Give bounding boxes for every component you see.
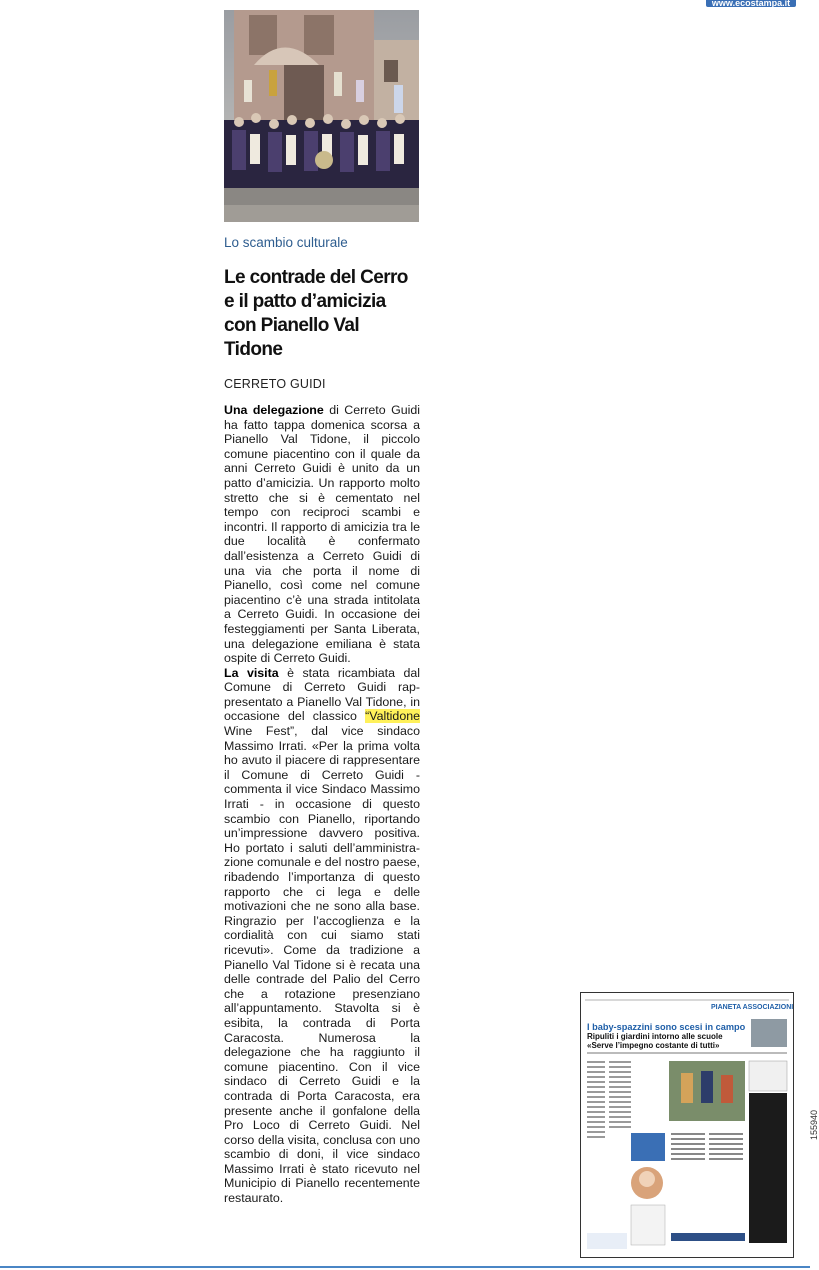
thumb-section: PIANETA ASSOCIAZIONI: [711, 1004, 794, 1011]
page-thumbnail: [580, 992, 794, 1258]
article-paragraph-1: [224, 403, 420, 666]
paragraph-text: è stata ricambiata dal Comune di Cerreto Guidi rappresentato a Pianello Val Tidone, in occasione del classico: [224, 665, 420, 724]
source-tag: www.ecostampa.it: [706, 0, 796, 7]
headline-line: con Pianello Val Tidone: [224, 315, 360, 360]
page-thumbnail-image: [581, 993, 793, 1257]
headline-line: e il patto d’amicizia: [224, 291, 386, 312]
thumb-headline-3: «Serve l’impegno costante di tutti»: [587, 1041, 720, 1050]
article-photo: [224, 10, 419, 222]
article-paragraph-2: [224, 666, 420, 1206]
article-headline: [224, 266, 420, 362]
thumb-headline-2: Ripuliti i giardini intorno alle scuole: [587, 1032, 723, 1041]
bottom-rule: [0, 1266, 810, 1268]
archive-code: 155940: [809, 1110, 819, 1141]
highlighted-term: “Valtidone: [365, 709, 420, 724]
thumb-headline-1: I baby-spazzini sono scesi in campo: [587, 1022, 746, 1032]
paragraph-text: Wine Fest”, dal vice sindaco Massimo Irrati. «Per la prima volta ho avuto il piacere di rappresentare il Comune di Cerreto Guidi - commenta il vice Sindaco Massimo Irrati - in occasione di questo scambio con Pianello, riportando un’impressione davvero positiva. Ho portato i saluti dell’amministrazione comunale e del nostro paese, ribadendo l’importanza di questo rapporto che ci lega e delle motivazioni che ne sono alla base. Ringrazio per l’accoglienza e la cordialità con cui siamo stati ricevuti». Come da tradizione a Pianello Val Tidone si è recata una delle contrade del Palio del Cerro che a rotazione presenziano all’appuntamento. Stavolta si è esibita, la contrada di Porta Caracosta. Numerosa la delegazione che ha raggiunto il comune piacentino. Con il vice sindaco di Cerreto Guidi e la contrada di Porta Caracosta, era presente anche il gonfalone della Pro Loco di Cerreto Guidi. Nel corso della visita, conclusa con uno scambio di doni, il vice sindaco Massimo Irrati è stato ricevuto nel Municipio di Pianello recentemente restaurato.: [224, 724, 420, 1206]
headline-line: Le contrade del Cerro: [224, 267, 408, 288]
paragraph-lead: Una delegazione: [224, 403, 324, 417]
article-dateline: CERRETO GUIDI: [224, 377, 326, 391]
article-column: [224, 234, 420, 1206]
article-kicker: Lo scambio culturale: [224, 235, 348, 250]
paragraph-text: di Cerreto Guidi ha fatto tappa domenica scorsa a Pianello Val Tidone, il piccolo comune piacentino con il quale da anni Cerreto Guidi è unito da un patto d’amicizia. Un rapporto molto stretto che si è cementato nel tempo con reciproci scambi e incontri. Il rapporto di amicizia tra le due località è confermato dall’esistenza a Cerreto Guidi di una via che porta il nome di Pianello, così come nel comune piacentino c’è una strada intitolata a Cerreto Guidi. In occasione dei festeggiamenti per Santa Liberata, una delegazione emiliana è stata ospite di Cerreto Guidi.: [224, 403, 420, 666]
paragraph-lead: La visita: [224, 665, 279, 680]
parade-photo-image: [224, 10, 419, 222]
